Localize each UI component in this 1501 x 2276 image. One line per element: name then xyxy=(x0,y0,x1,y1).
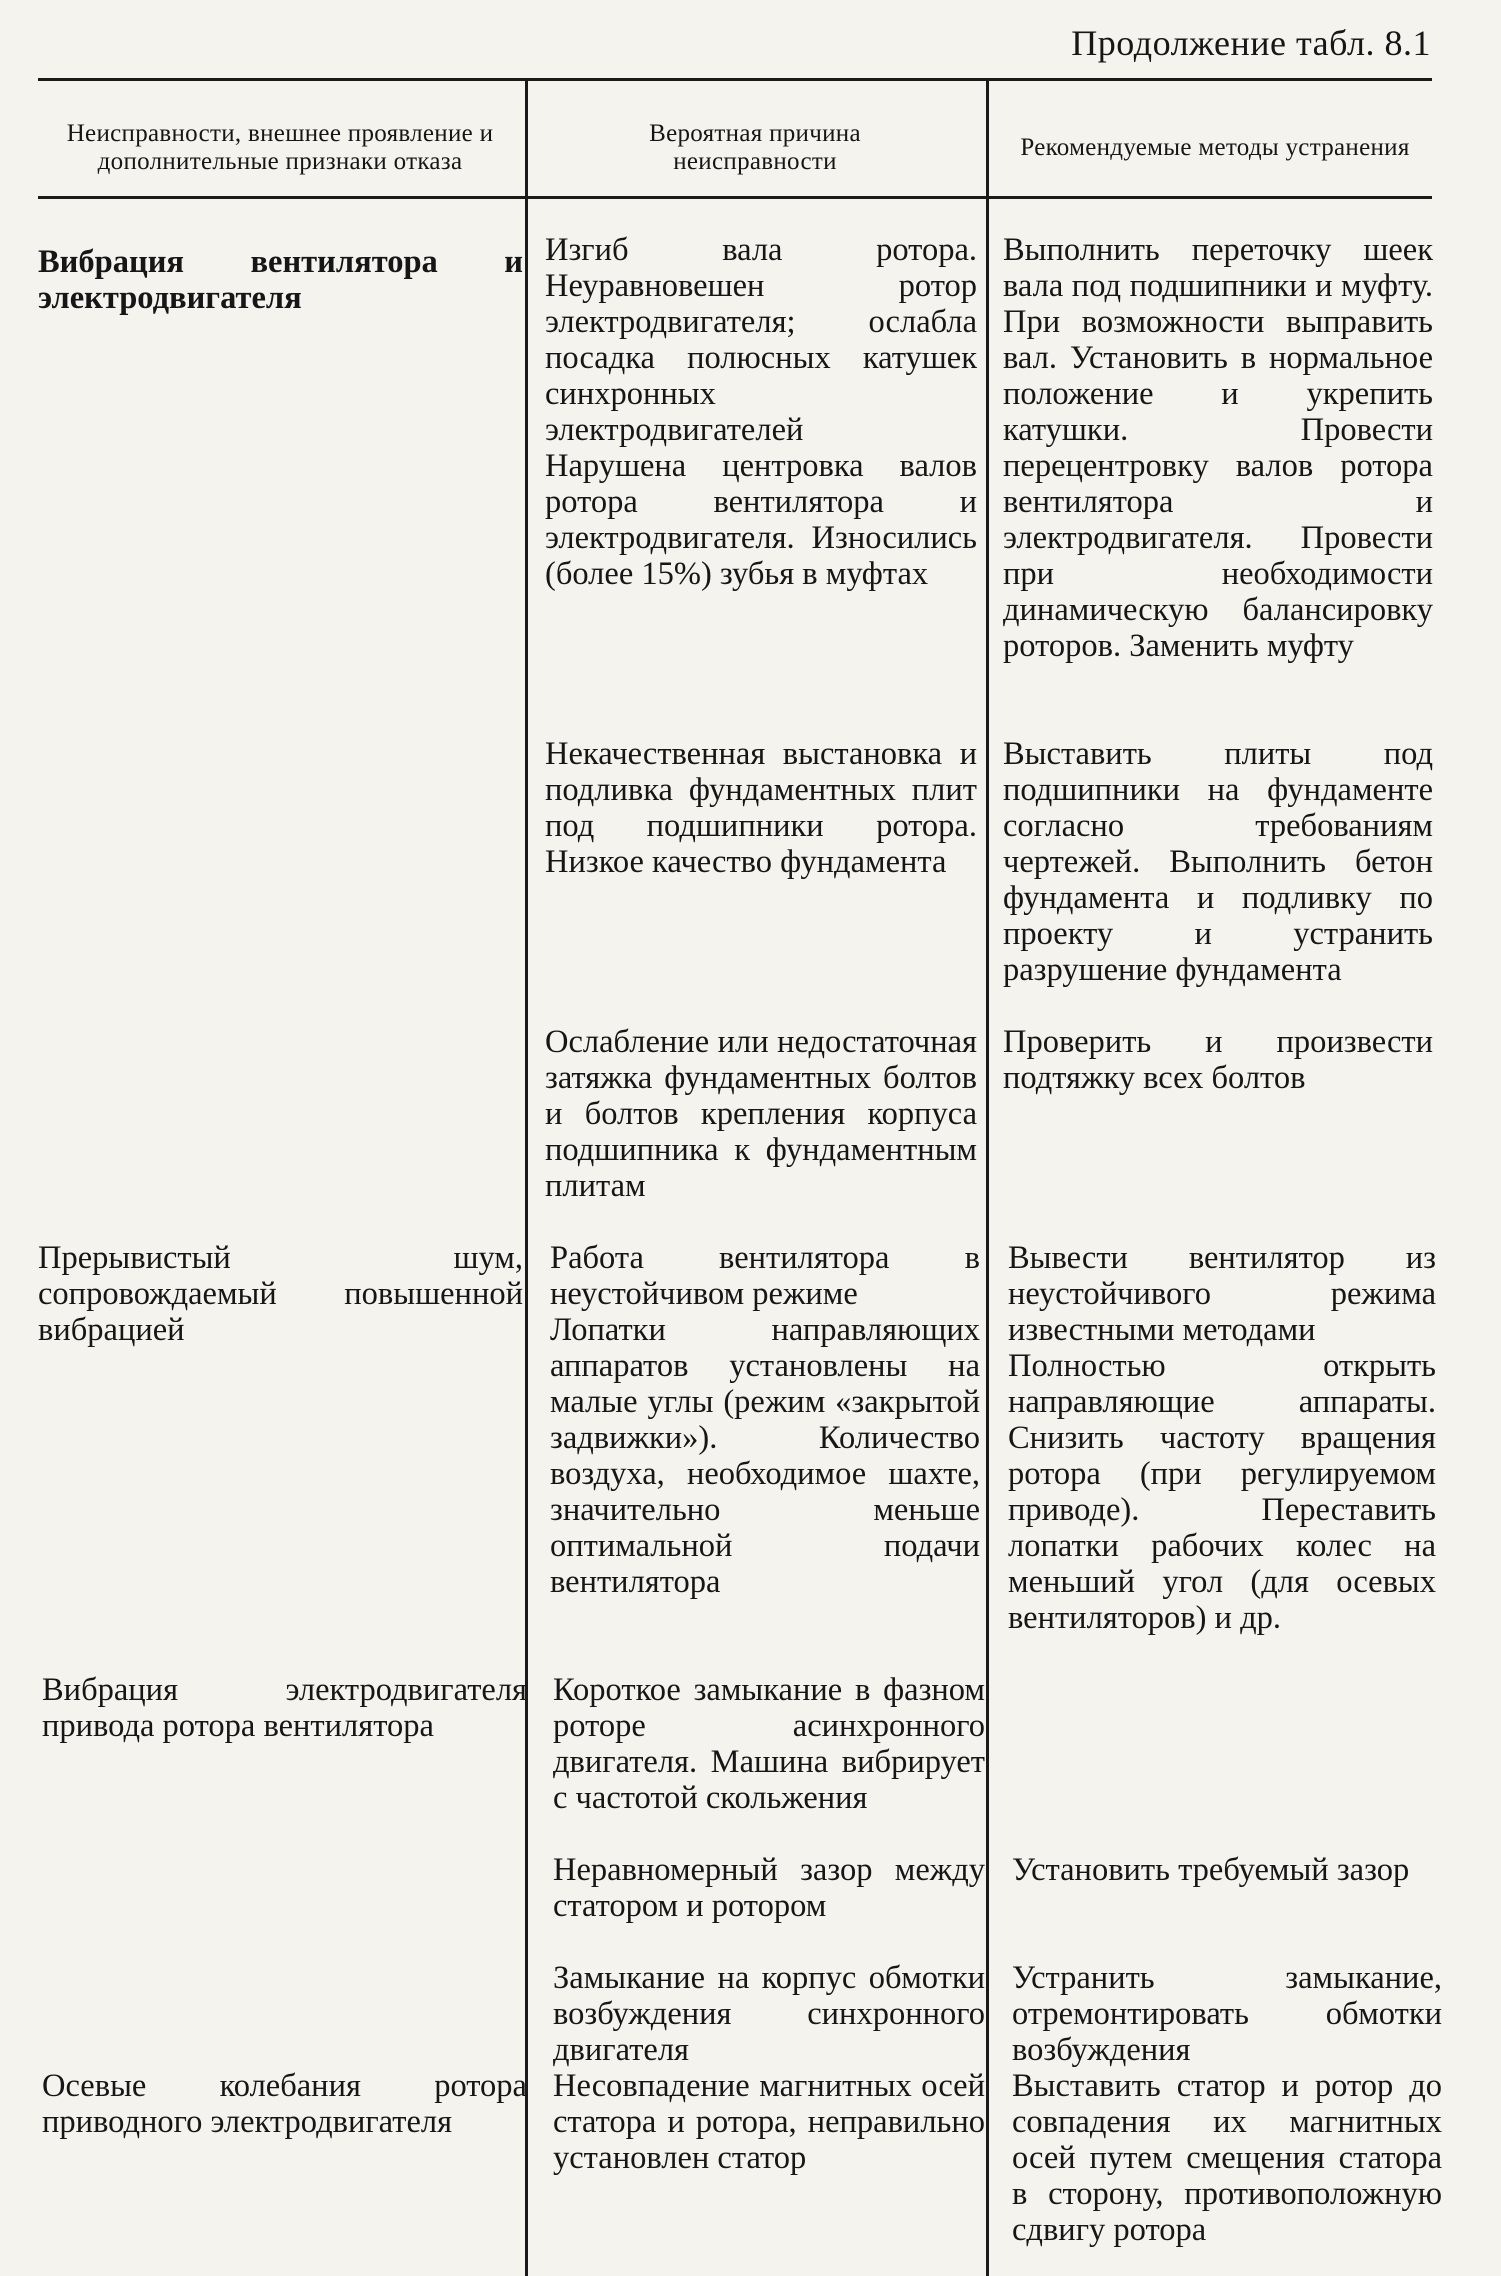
symptom-cell: Осевые колебания ротора приводного электродвигателя xyxy=(42,2068,527,2140)
cause-cell: Несовпадение магнитных осей статора и ротора, неправильно установлен статор xyxy=(553,2068,985,2176)
header-symptom: Неисправности, внешнее проявление и дополнительные признаки отказа xyxy=(66,120,494,175)
cause-cell: Работа вентилятора в неустойчивом режиме xyxy=(550,1240,980,1312)
remedy-cell: Выставить статор и ротор до совпадения их магнитных осей путем смещения статора в сторону, противоположную сдвигу ротора xyxy=(1012,2068,1442,2248)
table-caption: Продолжение табл. 8.1 xyxy=(1071,23,1431,63)
remedy-cell: Выполнить переточку шеек вала под подшипники и муфту. При возможности выправить вал. Установить в нормальное положение и укрепить катушки. Провести перецентровку валов ротора вентилятора и электродвигателя. Провести при необходимости динамическую балансировку роторов. Заменить муфту xyxy=(1003,232,1433,664)
symptom-cell: Вибрация электродвигателя привода ротора вентилятора xyxy=(42,1672,527,1744)
cause-cell: Неравномерный зазор между статором и ротором xyxy=(553,1852,985,1924)
header-rule xyxy=(38,196,1432,199)
symptom-cell: Прерывистый шум, сопровождаемый повышенной вибрацией xyxy=(38,1240,523,1348)
column-divider-1 xyxy=(525,80,528,2276)
cause-cell: Короткое замыкание в фазном роторе асинхронного двигателя. Машина вибрирует с частотой скольжения xyxy=(553,1672,985,1816)
header-cause: Вероятная причина неисправности xyxy=(649,120,861,175)
cause-cell: Лопатки направляющих аппаратов установлены на малые углы (режим «закрытой задвижки»). Количество воздуха, необходимое шахте, значительно меньше оптимальной подачи вентилятора xyxy=(550,1312,980,1600)
cause-cell: Некачественная выстановка и подливка фундаментных плит под подшипники ротора. Низкое качество фундамента xyxy=(545,736,977,880)
remedy-cell: Проверить и произвести подтяжку всех болтов xyxy=(1003,1024,1433,1096)
cause-cell: Изгиб вала ротора. Неуравновешен ротор электродвигателя; ослабла посадка полюсных катушек синхронных электродвигателей xyxy=(545,232,977,448)
cause-cell: Ослабление или недостаточная затяжка фундаментных болтов и болтов крепления корпуса подшипника к фундаментным плитам xyxy=(545,1024,977,1204)
remedy-cell: Установить требуемый зазор xyxy=(1012,1852,1410,1888)
cause-cell: Замыкание на корпус обмотки возбуждения синхронного двигателя xyxy=(553,1960,985,2068)
remedy-cell: Устранить замыкание, отремонтировать обмотки возбуждения xyxy=(1012,1960,1442,2068)
cause-cell: Нарушена центровка валов ротора вентилятора и электродвигателя. Износились (более 15%) зубья в муфтах xyxy=(545,448,977,592)
header-remedy: Рекомендуемые методы устранения xyxy=(1020,134,1410,161)
remedy-cell: Вывести вентилятор из неустойчивого режима известными методами xyxy=(1008,1240,1436,1348)
remedy-cell: Полностью открыть направляющие аппараты. Снизить частоту вращения ротора (при регулируемом приводе). Переставить лопатки рабочих колес на меньший угол (для осевых вентиляторов) и др. xyxy=(1008,1348,1436,1636)
remedy-cell: Выставить плиты под подшипники на фундаменте согласно требованиям чертежей. Выполнить бетон фундамента и подливку по проекту и устранить разрушение фундамента xyxy=(1003,736,1433,988)
top-rule xyxy=(38,78,1432,81)
symptom-cell: Вибрация вентилятора и электродвигателя xyxy=(38,244,523,316)
column-divider-2 xyxy=(986,80,989,2276)
